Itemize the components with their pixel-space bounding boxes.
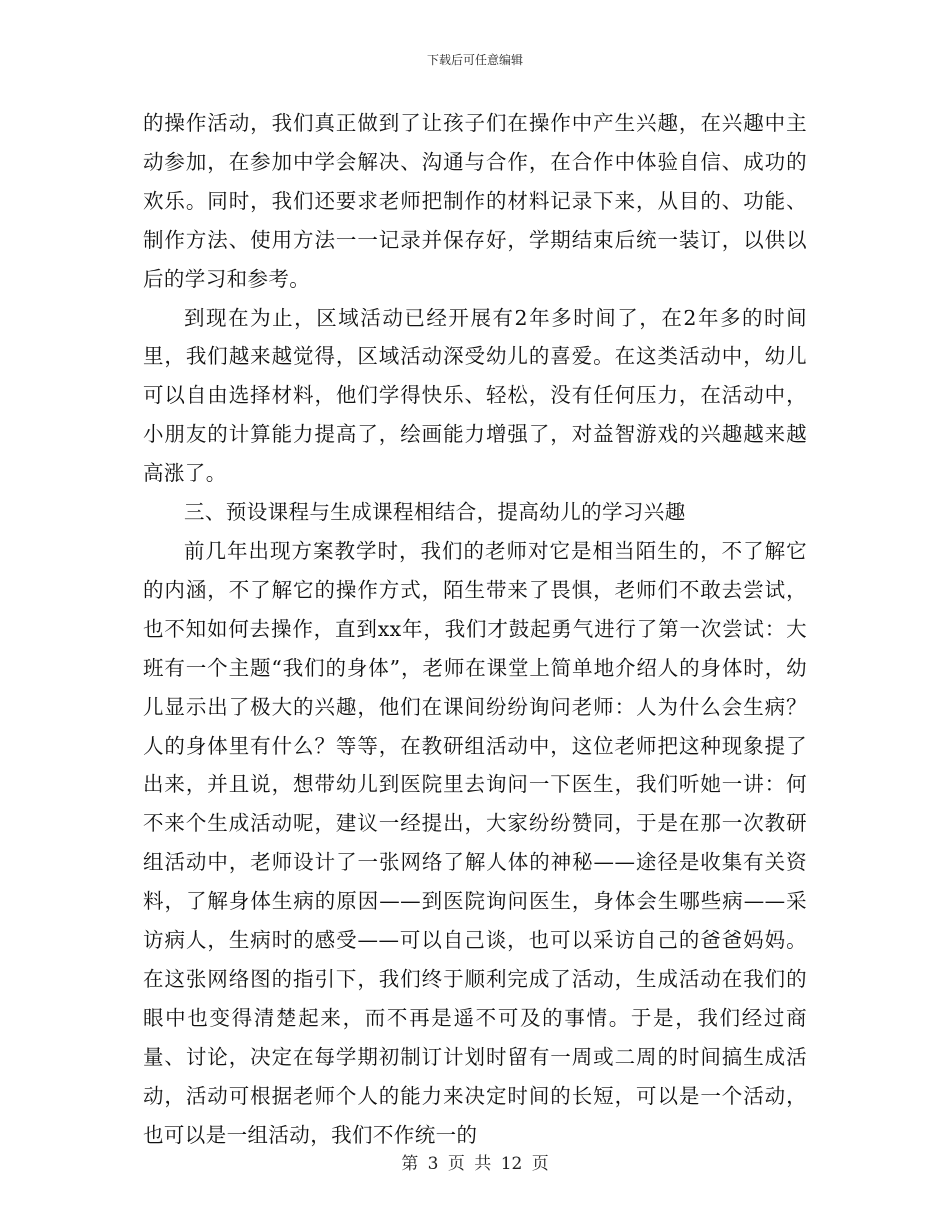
paragraph-1: 的操作活动，我们真正做到了让孩子们在操作中产生兴趣，在兴趣中主动参加，在参加中学会解决、沟通与合作，在合作中体验自信、成功的欢乐。同时，我们还要求老师把制作的材料记录下来，从目的、功能、制作方法、使用方法一一记录并保存好，学期结束后统一装订，以供以后的学习和参考。 (143, 111, 807, 291)
page-header: 下载后可任意编辑 (426, 53, 523, 67)
paragraph-2: 到现在为止，区域活动已经开展有2年多时间了，在2年多的时间里，我们越来越觉得，区域活动深受幼儿的喜爱。在这类活动中，幼儿可以自由选择材料，他们学得快乐、轻松，没有任何压力，在活动中，小朋友的计算能力提高了，绘画能力增强了，对益智游戏的兴趣越来越高涨了。 (143, 305, 807, 486)
paragraph-3: 前几年出现方案教学时，我们的老师对它是相当陌生的，不了解它的内涵，不了解它的操作方式，陌生带来了畏惧，老师们不敢去尝试，也不知如何去操作，直到xx年，我们才鼓起勇气进行了第一次尝试：大班有一个主题“我们的身体”，老师在课堂上简单地介绍人的身体时，幼儿显示出了极大的兴趣，他们在课间纷纷询问老师：人为什么会生病？人的身体里有什么？等等，在教研组活动中，这位老师把这种现象提了出来，并且说，想带幼儿到医院里去询问一下医生，我们听她一讲：何不来个生成活动呢，建议一经提出，大家纷纷赞同，于是在那一次教研组活动中，老师设计了一张网络了解人体的神秘——途径是收集有关资料，了解身体生病的原因——到医院询问医生，身体会生哪些病——采访病人，生病时的感受——可以自己谈，也可以采访自己的爸爸妈妈。在这张网络图的指引下，我们终于顺利完成了活动，生成活动在我们的眼中也变得清楚起来，而不再是遥不可及的事情。于是，我们经过商量、讨论，决定在每学期初制订计划时留有一周或二周的时间搞生成活动，活动可根据老师个人的能力来决定时间的长短，可以是一个活动，也可以是一组活动，我们不作统一的 (143, 538, 807, 1147)
page-number-footer: 第 3 页 共 12 页 (401, 1154, 549, 1174)
document-body (143, 104, 807, 1154)
section-heading: 三、预设课程与生成课程相结合，提高幼儿的学习兴趣 (184, 500, 686, 525)
